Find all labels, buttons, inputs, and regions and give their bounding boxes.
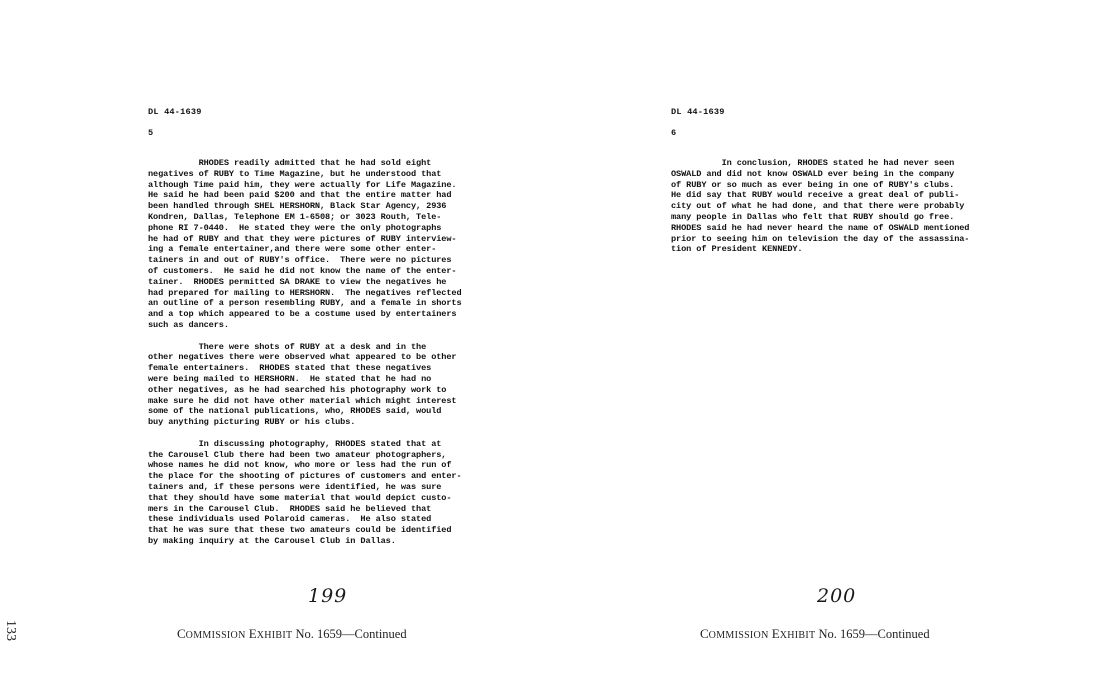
text-line: been handled through SHEL HERSHORN, Black Star Agency, 2936 <box>148 201 447 212</box>
text-line: There were shots of RUBY at a desk and in the <box>148 341 427 352</box>
text-line: and a top which appeared to be a costume used by entertainers <box>148 309 457 320</box>
handwritten-page-number: 199 <box>308 585 348 607</box>
page-number: 5 <box>148 128 154 138</box>
right-page <box>547 0 1094 691</box>
exhibit-caption: COMMISSION EXHIBIT No. 1659—Continued <box>700 626 930 641</box>
text-line: mers in the Carousel Club. RHODES said he believed that <box>148 503 432 514</box>
page-number: 6 <box>671 128 677 138</box>
handwritten-page-number: 200 <box>817 585 857 607</box>
text-line: RHODES readily admitted that he had sold eight <box>148 158 432 168</box>
text-line: prior to seeing him on television the day of the assassina- <box>671 233 970 244</box>
text-line: although Time paid him, they were actually for Life Magazine. <box>148 179 457 190</box>
text-line: he had of RUBY and that they were pictures of RUBY interview- <box>148 233 457 244</box>
text-line: the place for the shooting of pictures of customers and enter- <box>148 471 462 482</box>
text-line: of RUBY or so much as ever being in one of RUBY's clubs. <box>671 179 955 190</box>
text-line: city out of what he had done, and that there were probably <box>671 201 965 212</box>
text-line: whose names he did not know, who more or less had the run of <box>148 460 452 471</box>
text-line: other negatives there were observed what appeared to be other <box>148 352 457 363</box>
text-line: other negatives, as he had searched his photography work to <box>148 384 447 395</box>
text-line: such as dancers. <box>148 319 229 330</box>
text-line: He said he had been paid $200 and that the entire matter had <box>148 190 452 201</box>
body-text <box>148 158 462 557</box>
paragraph-1 <box>148 158 462 331</box>
text-line: He did say that RUBY would receive a great deal of publi- <box>671 190 960 201</box>
file-number: DL 44-1639 <box>671 107 725 117</box>
exhibit-caption: COMMISSION EXHIBIT No. 1659—Continued <box>177 626 407 641</box>
text-line: ing a female entertainer,and there were some other enter- <box>148 244 437 255</box>
text-line: that they should have some material that would depict custo- <box>148 492 452 503</box>
text-line: by making inquiry at the Carousel Club in Dallas. <box>148 535 396 546</box>
text-line: the Carousel Club there had been two amateur photographers, <box>148 449 447 460</box>
paragraph-3 <box>148 439 462 547</box>
text-line: these individuals used Polaroid cameras. He also stated <box>148 514 432 525</box>
text-line: negatives of RUBY to Time Magazine, but he understood that <box>148 168 442 179</box>
paragraph-2 <box>148 342 462 428</box>
text-line: tion of President KENNEDY. <box>671 244 803 255</box>
text-line: OSWALD and did not know OSWALD ever being in the company <box>671 168 955 179</box>
text-line: some of the national publications, who, RHODES said, would <box>148 406 442 417</box>
text-line: RHODES said he had never heard the name of OSWALD mentioned <box>671 222 970 233</box>
text-line: had prepared for mailing to HERSHORN. The negatives reflected <box>148 287 462 298</box>
text-line: female entertainers. RHODES stated that these negatives <box>148 363 432 374</box>
side-page-number: 133 <box>3 620 18 641</box>
text-line: Kondren, Dallas, Telephone EM 1-6508; or 3023 Routh, Tele- <box>148 211 442 222</box>
text-line: many people in Dallas who felt that RUBY should go free. <box>671 211 955 222</box>
text-line: tainer. RHODES permitted SA DRAKE to view the negatives he <box>148 276 447 287</box>
paragraph-1 <box>671 158 969 255</box>
text-line: tainers in and out of RUBY's office. There were no pictures <box>148 255 452 266</box>
text-line: phone RI 7-0440. He stated they were the only photographs <box>148 222 442 233</box>
text-line: buy anything picturing RUBY or his clubs. <box>148 417 356 428</box>
text-line: In conclusion, RHODES stated he had never seen <box>671 158 955 168</box>
text-line: that he was sure that these two amateurs could be identified <box>148 525 452 536</box>
text-line: an outline of a person resembling RUBY, and a female in shorts <box>148 298 462 309</box>
text-line: In discussing photography, RHODES stated that at <box>148 438 442 449</box>
text-line: were being mailed to HERSHORN. He stated that he had no <box>148 373 432 384</box>
text-line: of customers. He said he did not know the name of the enter- <box>148 265 457 276</box>
text-line: tainers and, if these persons were identified, he was sure <box>148 481 442 492</box>
file-number: DL 44-1639 <box>148 107 202 117</box>
body-text <box>671 158 969 266</box>
text-line: make sure he did not have other material which might interest <box>148 395 457 406</box>
